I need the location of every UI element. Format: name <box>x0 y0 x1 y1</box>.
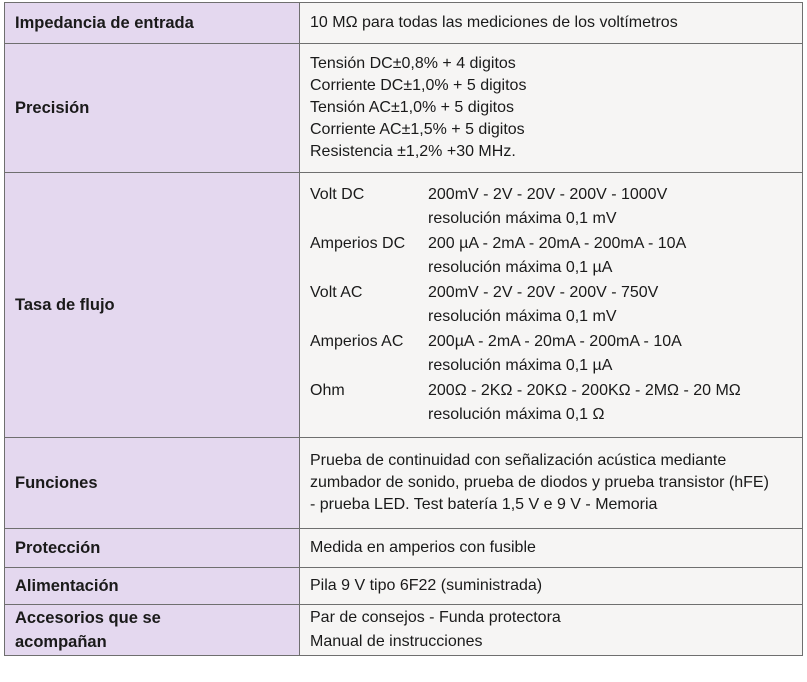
flow-item-range: 200 µA - 2mA - 20mA - 200mA - 10A <box>428 234 687 252</box>
impedancia-label: Impedancia de entrada <box>5 3 300 44</box>
accesorios-label-line: acompañan <box>15 633 107 651</box>
precision-line: Corriente DC±1,0% + 5 digitos <box>310 77 527 94</box>
flow-item-name: Amperios DC <box>310 234 406 252</box>
precision-line: Tensión DC±0,8% + 4 digitos <box>310 55 516 72</box>
row-precision <box>5 44 803 173</box>
accesorios-label-line: Accesorios que se <box>15 609 161 627</box>
flow-item-resolution: resolución máxima 0,1 Ω <box>428 406 605 423</box>
funciones-line: zumbador de sonido, prueba de diodos y prueba transistor (hFE) <box>310 474 769 491</box>
alimentacion-label: Alimentación <box>5 568 300 605</box>
row-impedancia <box>5 3 803 44</box>
precision-value <box>300 44 803 173</box>
flow-item-range: 200mV - 2V - 20V - 200V - 1000V <box>428 185 668 203</box>
funciones-value <box>300 438 803 529</box>
flow-item <box>310 330 802 379</box>
flow-item-name: Volt AC <box>310 283 363 301</box>
flow-item-resolution: resolución máxima 0,1 mV <box>428 210 617 227</box>
flow-item-resolution: resolución máxima 0,1 µA <box>428 357 613 374</box>
flow-item-name: Ohm <box>310 381 345 399</box>
flow-item-name: Volt DC <box>310 185 365 203</box>
row-alimentacion <box>5 568 803 605</box>
accesorios-label <box>5 605 300 656</box>
tasa-value <box>300 173 803 438</box>
accesorios-line: Par de consejos - Funda protectora <box>310 609 561 626</box>
row-tasa-de-flujo <box>5 173 803 438</box>
row-funciones <box>5 438 803 529</box>
accesorios-value <box>300 605 803 656</box>
row-proteccion <box>5 529 803 568</box>
row-accesorios <box>5 605 803 656</box>
precision-line: Resistencia ±1,2% +30 MHz. <box>310 143 516 160</box>
proteccion-value: Medida en amperios con fusible <box>300 529 803 568</box>
precision-line: Corriente AC±1,5% + 5 digitos <box>310 121 525 138</box>
flow-item-range: 200µA - 2mA - 20mA - 200mA - 10A <box>428 332 682 350</box>
alimentacion-value: Pila 9 V tipo 6F22 (suministrada) <box>300 568 803 605</box>
flow-item <box>310 281 802 330</box>
funciones-label: Funciones <box>5 438 300 529</box>
proteccion-label: Protección <box>5 529 300 568</box>
flow-item-range: 200mV - 2V - 20V - 200V - 750V <box>428 283 659 301</box>
flow-item <box>310 183 802 232</box>
specifications-table <box>4 2 803 656</box>
flow-item-name: Amperios AC <box>310 332 404 350</box>
accesorios-line: Manual de instrucciones <box>310 633 483 650</box>
flow-item <box>310 379 802 428</box>
flow-item <box>310 232 802 281</box>
funciones-line: - prueba LED. Test batería 1,5 V e 9 V - Memoria <box>310 496 658 513</box>
precision-line: Tensión AC±1,0% + 5 digitos <box>310 99 515 116</box>
precision-label: Precisión <box>5 44 300 173</box>
impedancia-value: 10 MΩ para todas las mediciones de los voltímetros <box>300 3 803 44</box>
flow-item-range: 200Ω - 2KΩ - 20KΩ - 200KΩ - 2MΩ - 20 MΩ <box>428 381 741 399</box>
flow-item-resolution: resolución máxima 0,1 mV <box>428 308 617 325</box>
tasa-label: Tasa de flujo <box>5 173 300 438</box>
funciones-line: Prueba de continuidad con señalización acústica mediante <box>310 452 727 469</box>
flow-item-resolution: resolución máxima 0,1 µA <box>428 259 613 276</box>
